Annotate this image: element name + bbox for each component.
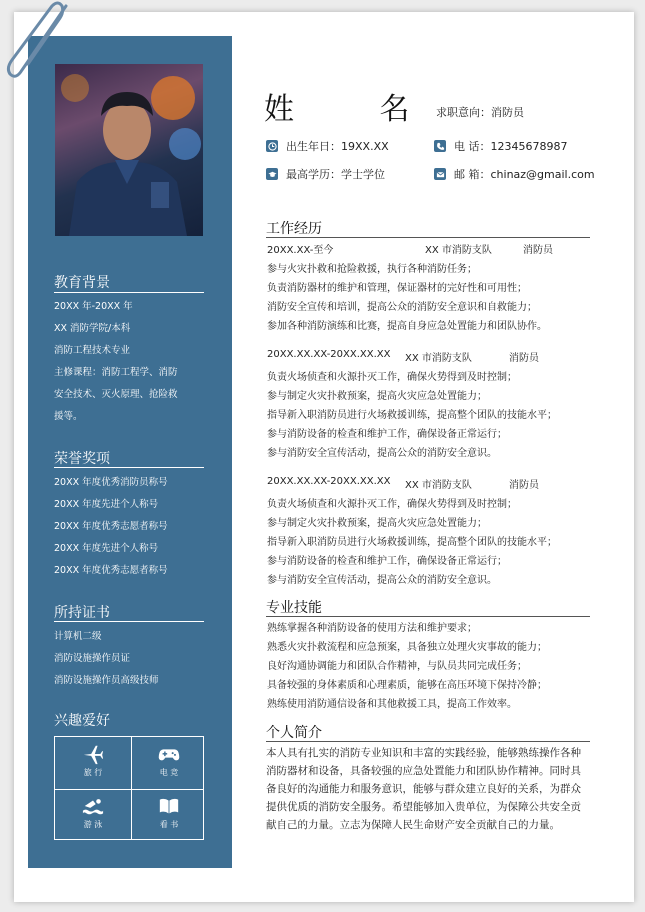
skills-title: 专业技能 (266, 600, 322, 616)
hobby-reading: 看 书 (131, 789, 207, 841)
skill-line: 熟悉火灾扑救流程和应急预案，具备独立处理火灾事故的能力； (267, 642, 547, 653)
job-duty: 参与消防设备的检查和维护工作，确保设备正常运行； (267, 429, 507, 440)
graduation-cap-icon (266, 168, 278, 180)
education-line: 消防工程技术专业 (54, 345, 131, 356)
job-duty: 参与制定火灾扑救预案，提高火灾应急处置能力； (267, 391, 487, 402)
job-duty: 负责火场侦查和火源扑灭工作，确保火势得到及时控制； (267, 499, 517, 510)
job-role: 消防员 (509, 480, 539, 491)
skill-line: 熟练掌握各种消防设备的使用方法和维护要求； (267, 623, 477, 634)
mail-icon (434, 168, 446, 180)
certificates-rule (54, 621, 204, 622)
job-target: 求职意向：消防员 (436, 106, 524, 119)
job-duty: 负责火场侦查和火源扑灭工作，确保火势得到及时控制； (267, 372, 517, 383)
certificates-title: 所持证书 (54, 605, 110, 621)
education-rule (54, 292, 204, 293)
hobby-swimming: 游 泳 (55, 789, 131, 841)
honors-line: 20XX 年度先进个人称号 (54, 543, 159, 554)
education-line: 援等。 (54, 411, 83, 422)
honors-line: 20XX 年度优秀志愿者称号 (54, 565, 168, 576)
job-duty: 参与火灾扑救和抢险救援，执行各种消防任务； (267, 264, 477, 275)
intro-text: 本人具有扎实的消防专业知识和丰富的实践经验，能够熟练操作各种消防器材和设备，具备较强的应急处置能力和团队协作精神。同时具备良好的沟通能力和服务意识，能够与群众建立良好的关系，为群众提供优质的消防安全服务。希望能够加入贵单位，为保障公共安全贡献自己的力量。立志为保障人民生命财产安全贡献自己的力量。 (266, 747, 581, 831)
skill-line: 具备较强的身体素质和心理素质，能够在高压环境下保持冷静； (267, 680, 547, 691)
job-duty: 参与消防安全宣传活动，提高公众的消防安全意识。 (267, 575, 497, 586)
education-info: 最高学历：学士学位 (266, 166, 385, 182)
certificate-line: 消防设施操作员高级技师 (54, 675, 159, 686)
job-org: XX 市消防支队 (405, 480, 472, 491)
honors-title: 荣誉奖项 (54, 451, 110, 467)
gamepad-icon (158, 743, 180, 765)
job-duty: 指导新入职消防员进行火场救援训练，提高整个团队的技能水平； (267, 410, 557, 421)
hobbies-title: 兴趣爱好 (54, 713, 110, 729)
job-duty: 指导新入职消防员进行火场救援训练，提高整个团队的技能水平； (267, 537, 557, 548)
airplane-icon (82, 743, 104, 765)
education-line: 20XX 年-20XX 年 (54, 301, 133, 312)
candidate-name: 姓 名 (264, 92, 448, 127)
paperclip-icon (6, 0, 76, 82)
honors-rule (54, 467, 204, 468)
intro-rule (266, 741, 590, 742)
intro-title: 个人简介 (266, 725, 322, 741)
email-info: 邮 箱：chinaz@gmail.com (434, 166, 595, 182)
education-line: XX 消防学院/本科 (54, 323, 131, 334)
job-date: 20XX.XX-至今 (267, 245, 334, 256)
phone-icon (434, 140, 446, 152)
job-duty: 负责消防器材的维护和管理，保证器材的完好性和可用性； (267, 283, 527, 294)
clock-icon (266, 140, 278, 152)
job-date: 20XX.XX.XX-20XX.XX.XX (267, 476, 391, 487)
job-duty: 参与制定火灾扑救预案，提高火灾应急处置能力； (267, 518, 487, 529)
hobbies-grid (54, 736, 204, 840)
job-duty: 消防安全宣传和培训，提高公众的消防安全意识和自救能力； (267, 302, 537, 313)
education-title: 教育背景 (54, 275, 110, 291)
profile-photo (55, 64, 203, 236)
job-duty: 参与消防设备的检查和维护工作，确保设备正常运行； (267, 556, 507, 567)
skill-line: 熟练使用消防通信设备和其他救援工具，提高工作效率。 (267, 699, 517, 710)
birth-info: 出生年日：19XX.XX (266, 138, 389, 154)
swimming-icon (82, 795, 104, 817)
hobby-esports: 电 竞 (131, 737, 207, 789)
work-title: 工作经历 (266, 221, 322, 237)
book-icon (158, 795, 180, 817)
hobby-travel: 旅 行 (55, 737, 131, 789)
job-org: XX 市消防支队 (425, 245, 492, 256)
job-role: 消防员 (509, 353, 539, 364)
honors-line: 20XX 年度优秀消防员称号 (54, 477, 168, 488)
job-date: 20XX.XX.XX-20XX.XX.XX (267, 349, 391, 360)
honors-line: 20XX 年度先进个人称号 (54, 499, 159, 510)
job-org: XX 市消防支队 (405, 353, 472, 364)
certificate-line: 消防设施操作员证 (54, 653, 131, 664)
job-duty: 参加各种消防演练和比赛，提高自身应急处置能力和团队协作。 (267, 321, 547, 332)
education-line: 安全技术、灭火原理、抢险救 (54, 389, 178, 400)
job-duty: 参与消防安全宣传活动，提高公众的消防安全意识。 (267, 448, 497, 459)
skill-line: 良好沟通协调能力和团队合作精神，与队员共同完成任务； (267, 661, 527, 672)
phone-info: 电 话：12345678987 (434, 138, 567, 154)
work-rule (266, 237, 590, 238)
sidebar (28, 36, 232, 868)
job-role: 消防员 (523, 245, 553, 256)
skills-rule (266, 616, 590, 617)
honors-line: 20XX 年度优秀志愿者称号 (54, 521, 168, 532)
certificate-line: 计算机二级 (54, 631, 102, 642)
education-line: 主修课程：消防工程学、消防 (54, 367, 178, 378)
